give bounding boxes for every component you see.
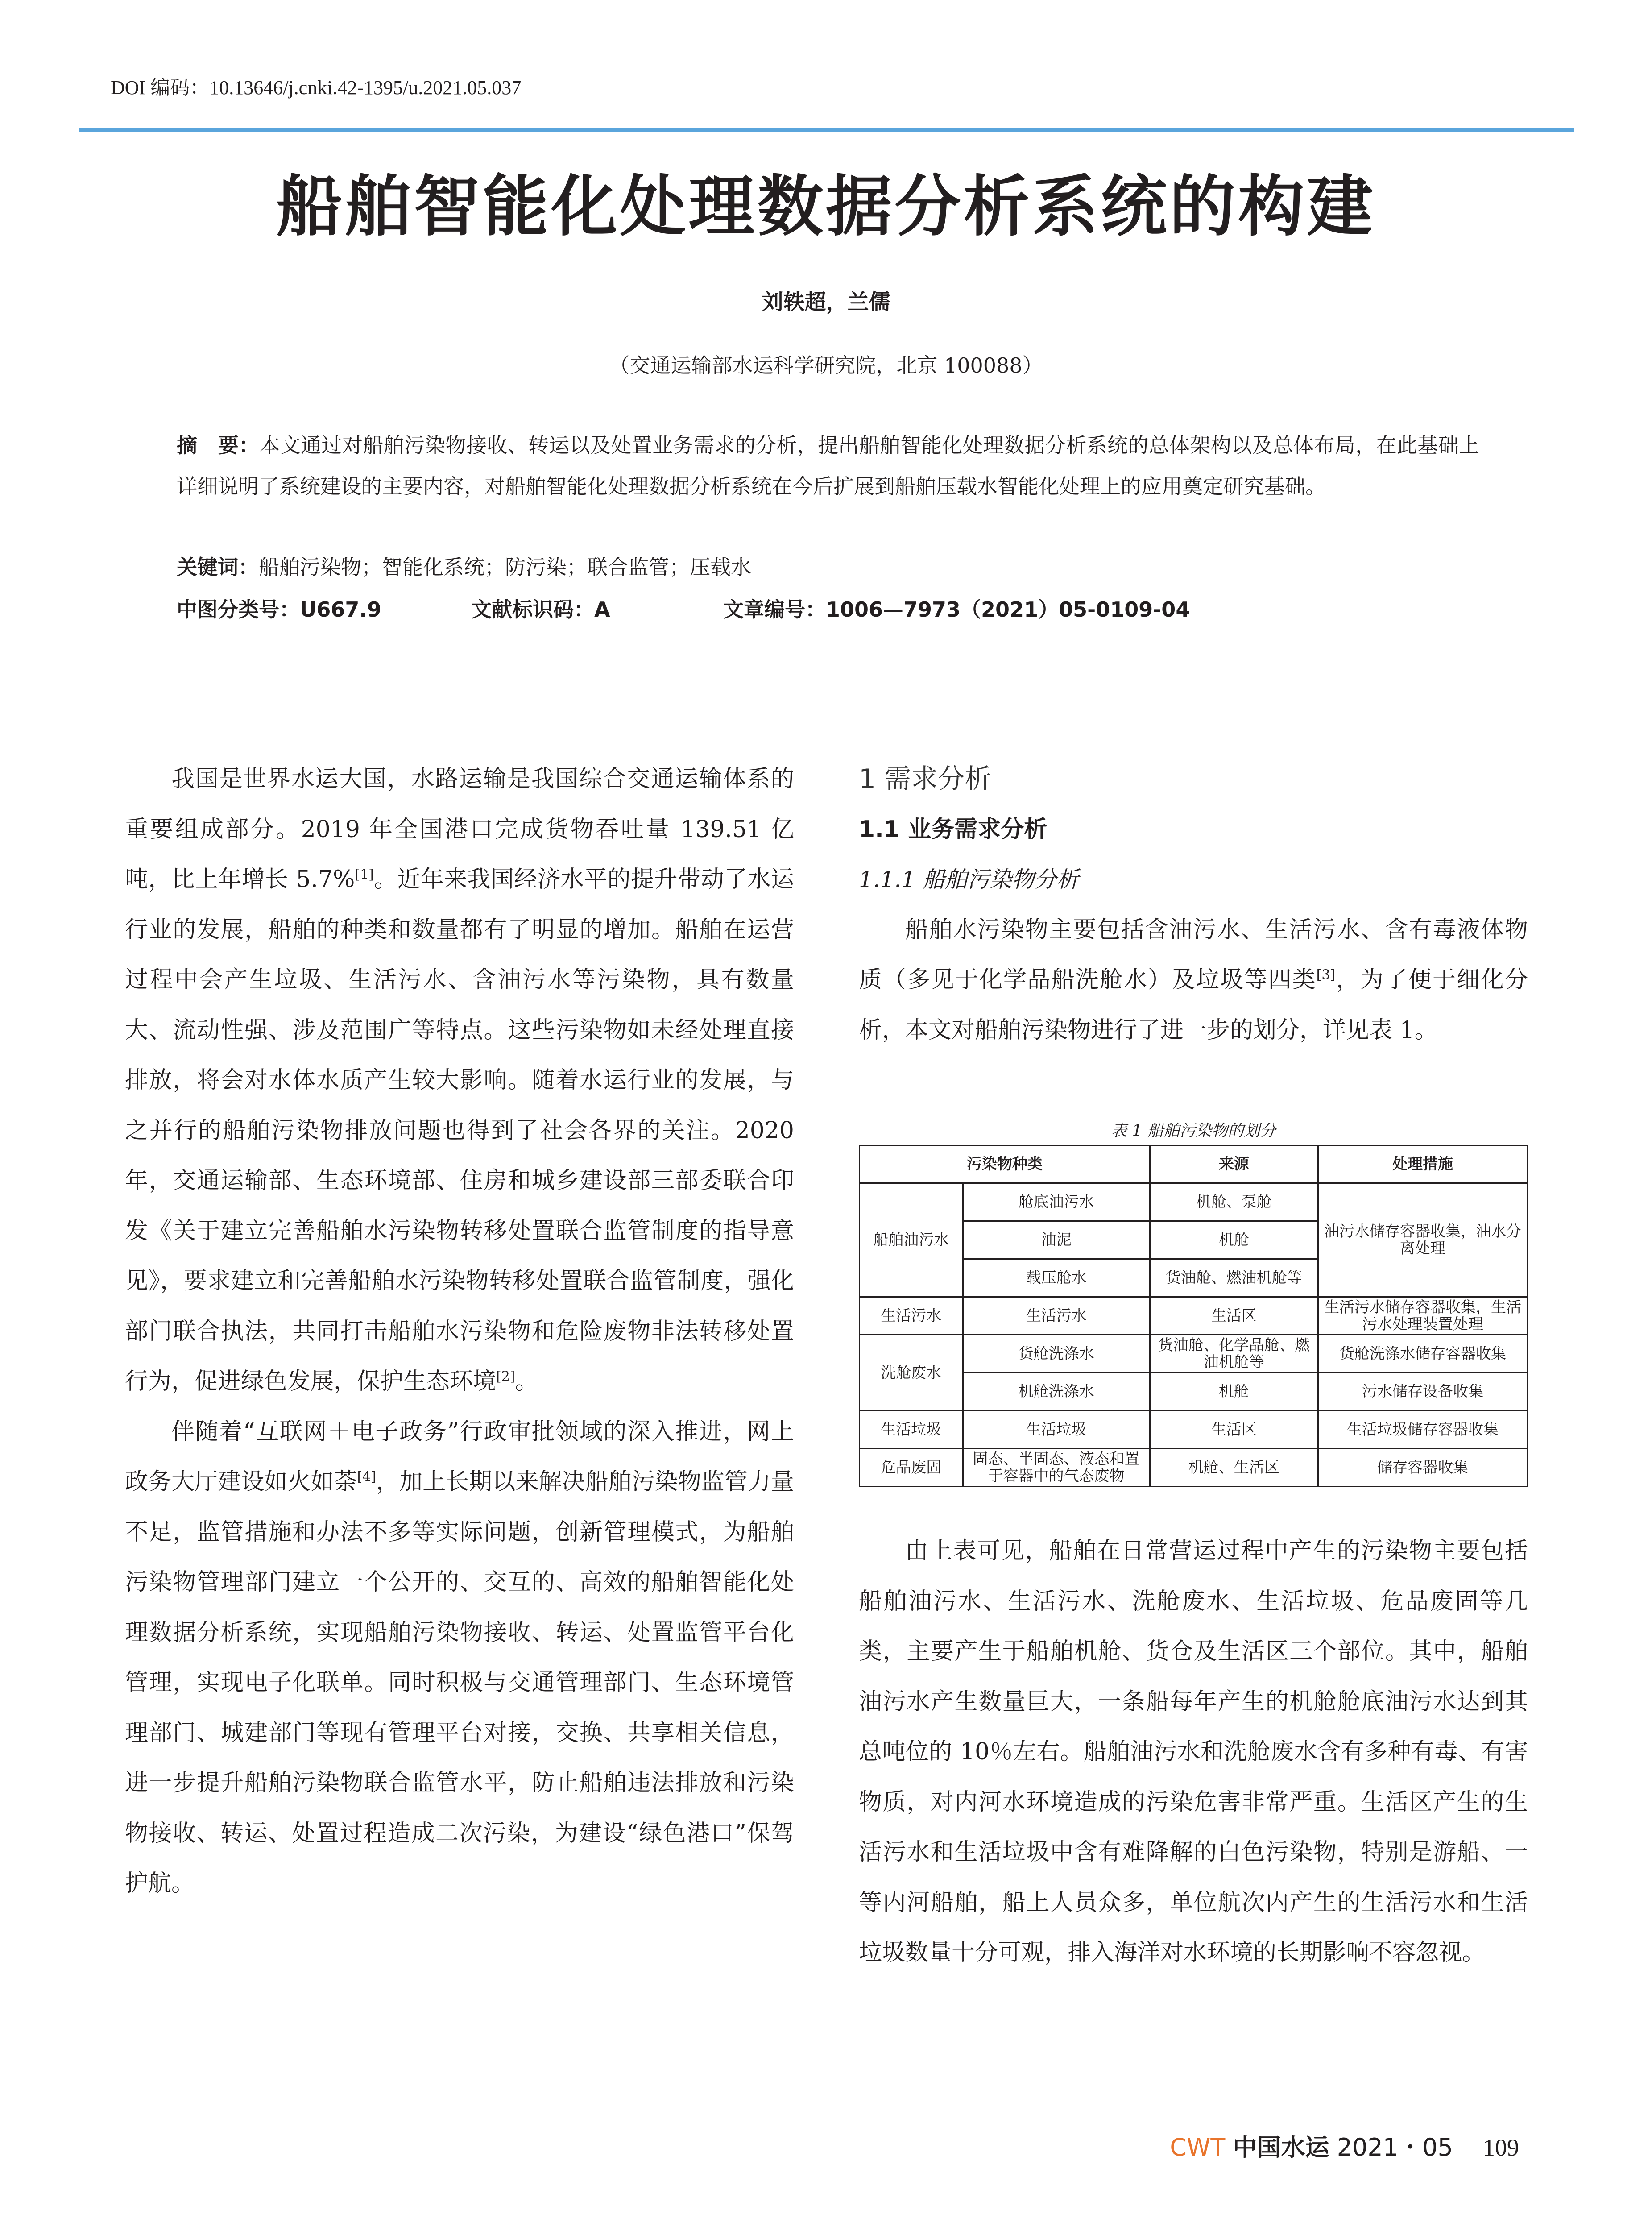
table-cell: 机舱 [1150,1221,1318,1259]
article-number: 文章编号：1006—7973（2021）05-0109-04 [723,597,1190,622]
keywords [177,549,1479,585]
page-footer [1170,2128,1519,2163]
table-1 [859,1118,1528,1487]
table-cell: 储存容器收集 [1318,1449,1527,1487]
paper-title: 船舶智能化处理数据分析系统的构建 [276,167,1376,245]
doi-line: DOI 编码：10.13646/j.cnki.42-1395/u.2021.05.037 [111,77,522,99]
text-run: 。近年来我国经济水平的提升带动了水运行业的发展，船舶的种类和数量都有了明显的增加。船舶在运营过程中会产生垃圾、生活污水、含油污水等污染物，具有数量大、流动性强、涉及范围广等特点。这些污染物如未经处理直接排放，将会对水体水质产生较大影响。随着水运行业的发展，与之并行的船舶污染物排放问题也得到了社会各界的关注。2020 年，交通运输部、生态环境部、住房和城乡建设部三部委联合印发《关于建立完善船舶水污染物转移处置联合监管制度的指导意见》，要求建立和完善船舶水污染物转移处置联合监管制度，强化部门联合执法，共同打击船舶水污染物和危险废物非法转移处置行为，促进绿色发展，保护生态环境 [125,866,794,1395]
table-row [860,1411,1528,1449]
header-source: 来源 [1150,1145,1318,1183]
table-row [860,1449,1528,1487]
paragraph [125,754,794,1407]
table-cell: 洗舱废水 [860,1335,963,1411]
table-cell: 固态、半固态、液态和置于容器中的气态废物 [963,1449,1150,1487]
text-run: 我国是世界水运大国，水路运输是我国综合交通运输体系的重要组成部分。2019 年全国港口完成货物吞吐量 139.51 亿吨，比上年增长 5.7% [125,766,794,893]
authors: 刘轶超，兰儒 [762,290,890,315]
table-caption: 表 1 船舶污染物的划分 [1111,1122,1276,1140]
affiliation: （交通运输部水运科学研究院，北京 100088） [609,353,1043,377]
table-cell: 机舱、泵舱 [1150,1183,1318,1221]
table-cell: 舱底油污水 [963,1183,1150,1221]
table-cell: 生活垃圾 [860,1411,963,1449]
table-cell: 生活垃圾 [963,1411,1150,1449]
table-cell: 货舱洗涤水储存容器收集 [1318,1335,1527,1373]
table-cell: 机舱洗涤水 [963,1373,1150,1411]
subsubsection-heading: 1.1.1 船舶污染物分析 [859,867,1079,892]
paragraph: 由上表可见，船舶在日常营运过程中产生的污染物主要包括船舶油污水、生活污水、洗舱废水、生活垃圾、危品废固等几类，主要产生于船舶机舱、货仓及生活区三个部位。其中，船舶油污水产生数量巨大，一条船每年产生的机舱舱底油污水达到其总吨位的 10％左右。船舶油污水和洗舱废水含有多种有毒、有害物质，对内河水环境造成的污染危害非常严重。生活区产生的生活污水和生活垃圾中含有难降解的白色污染物，特别是游船、一等内河船舶，船上人员众多，单位航次内产生的生活污水和生活垃圾数量十分可观，排入海洋对水环境的长期影响不容忽视。 [859,1538,1528,1966]
table-cell: 生活污水储存容器收集，生活污水处理装置处理 [1318,1297,1527,1335]
paragraph [859,905,1528,1056]
header-type: 污染物种类 [860,1145,1150,1183]
keywords-text: 船舶污染物；智能化系统；防污染；联合监管；压载水 [259,555,751,579]
table-row [860,1183,1528,1221]
clc-number: 中图分类号：U667.9 [177,597,381,622]
citation: [2] [496,1368,515,1385]
table-cell: 机舱、生活区 [1150,1449,1318,1487]
right-column-bottom [859,1526,1528,1978]
table-cell: 油泥 [963,1221,1150,1259]
table-cell: 货油舱、燃油机舱等 [1150,1259,1318,1297]
citation: [1] [355,867,374,883]
header-measure: 处理措施 [1318,1145,1527,1183]
table-cell: 危品废固 [860,1449,963,1487]
text-run: ，加上长期以来解决船舶污染物监管力量不足，监管措施和办法不多等实际问题，创新管理模式，为船舶污染物管理部门建立一个公开的、交互的、高效的船舶智能化处理数据分析系统，实现船舶污染物接收、转运、处置监管平台化管理，实现电子化联单。同时积极与交通管理部门、生态环境管理部门、城建部门等现有管理平台对接，交换、共享相关信息，进一步提升船舶污染物联合监管水平，防止船舶违法排放和污染物接收、转运、处置过程造成二次污染，为建设“绿色港口”保驾护航。 [125,1468,794,1897]
citation: [3] [1316,967,1336,983]
table-cell: 货舱洗涤水 [963,1335,1150,1373]
table-header-row [860,1145,1528,1183]
abstract [177,425,1479,507]
keywords-label: 关键词： [177,555,259,579]
table-cell: 污水储存设备收集 [1318,1373,1527,1411]
pollutant-table [859,1145,1528,1487]
page-number: 109 [1483,2134,1519,2161]
right-column-top [859,754,1528,1055]
table-cell: 机舱 [1150,1373,1318,1411]
table-cell: 货油舱、化学品舱、燃油机舱等 [1150,1335,1318,1373]
table-cell: 油污水储存容器收集，油水分离处理 [1318,1183,1527,1297]
journal-logo: CWT [1170,2133,1226,2161]
header-rule [79,128,1574,132]
table-cell: 载压舱水 [963,1259,1150,1297]
text-run: 伴随着“互联网＋电子政务”行政审批领域的深入推进，网上政务大厅建设如火如荼 [125,1418,794,1495]
table-cell: 生活污水 [860,1297,963,1335]
journal-name: 中国水运 [1233,2133,1329,2161]
text-run: 。 [515,1368,538,1395]
abstract-text: 本文通过对船舶污染物接收、转运以及处置业务需求的分析，提出船舶智能化处理数据分析系统的总体架构以及总体布局，在此基础上详细说明了系统建设的主要内容，对船舶智能化处理数据分析系统在今后扩展到船舶压载水智能化处理上的应用奠定研究基础。 [177,433,1480,498]
left-column [125,754,794,1909]
document-code: 文献标识码：A [471,597,610,622]
table-cell: 生活区 [1150,1411,1318,1449]
abstract-label: 摘 要： [177,433,260,457]
table-row [860,1335,1528,1373]
citation: [4] [357,1469,377,1485]
table-cell: 船舶油污水 [860,1183,963,1297]
table-cell: 生活区 [1150,1297,1318,1335]
text-run: 船舶水污染物主要包括含油污水、生活污水、含有毒液体物质（多见于化学品船洗舱水）及垃圾等四类 [859,916,1528,993]
paragraph [125,1407,794,1909]
section-heading: 1 需求分析 [859,763,992,795]
subsection-heading: 1.1 业务需求分析 [859,816,1048,843]
table-row [860,1297,1528,1335]
table-cell: 生活污水 [963,1297,1150,1335]
table-cell: 生活垃圾储存容器收集 [1318,1411,1527,1449]
issue-date: 2021・05 [1337,2133,1453,2161]
text-run: ，为了便于细化分析，本文对船舶污染物进行了进一步的划分，详见表 1。 [859,966,1528,1044]
